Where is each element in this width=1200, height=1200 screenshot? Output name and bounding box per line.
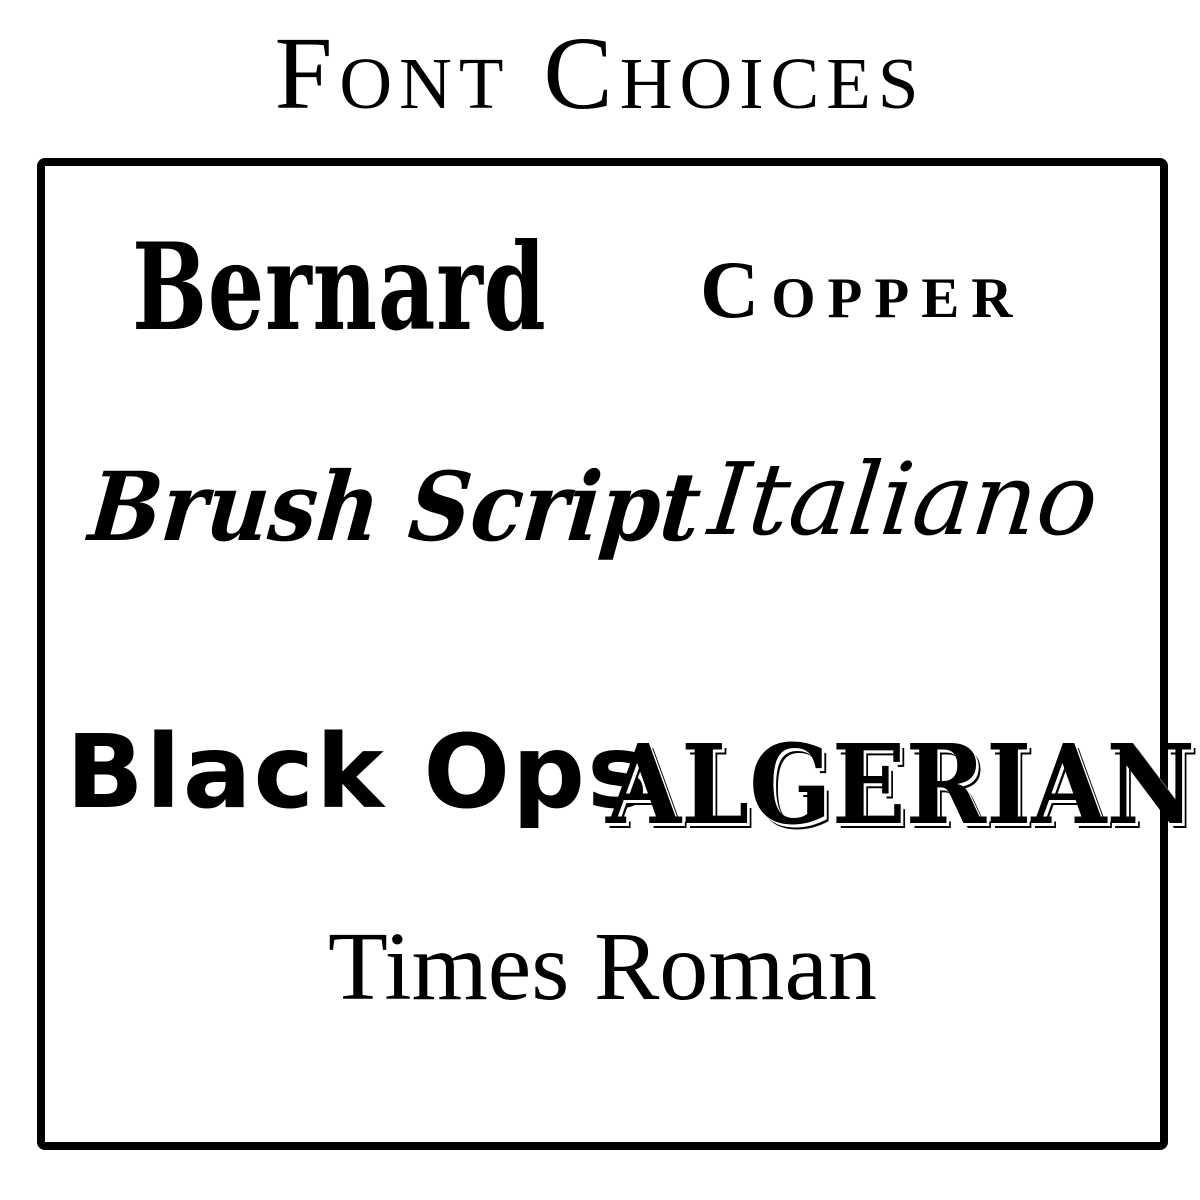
page-title: Font Choices [274,16,926,131]
font-sample-bernard: Bernard [132,217,547,358]
font-sample-italiano: Italiano [703,441,1104,558]
font-sample-algerian: ALGERIAN [606,720,1195,849]
font-sample-times-roman: Times Roman [327,913,878,1021]
font-sample-brush-script: Brush Script [84,452,706,563]
font-sample-copper: Copper [700,244,1025,335]
font-sample-black-ops: Black Ops [66,713,650,832]
